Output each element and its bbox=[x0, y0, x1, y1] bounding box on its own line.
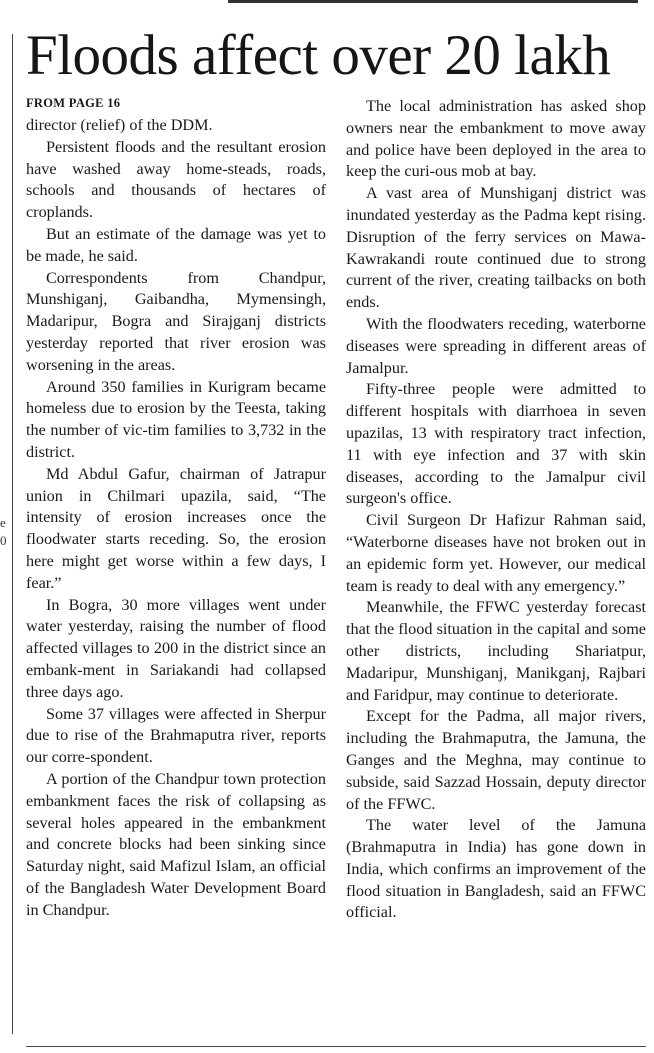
paragraph: Fifty-three people were admitted to different hospitals with diarrhoea in seven upazilas, 13 with respiratory tract infection, 11 with eye infection and 37 with skin diseases, according to the Jamalpur civil surgeon's office. bbox=[346, 380, 646, 508]
paragraph: A vast area of Munshiganj district was inundated yesterday as the Padma kept rising. Disruption of the ferry services on Mawa-Kawrakandi route continued due to strong current of the river, creating tailbacks on both ends. bbox=[346, 184, 646, 312]
paragraph: In Bogra, 30 more villages went under water yesterday, raising the number of flood affected villages to 200 in the district since an embank-ment in Sariakandi had collapsed three days ago. bbox=[26, 595, 326, 701]
headline: Floods affect over 20 lakh bbox=[26, 24, 611, 87]
left-column-rule bbox=[12, 34, 13, 1034]
paragraph: A portion of the Chandpur town protection embankment faces the risk of collapsing as several holes appeared in the embankment and concrete blocks had been sinking since Saturday night, said Mafizul Islam, an official of the Bangladesh Water Development Board in Chandpur. bbox=[26, 769, 326, 919]
article-column-right bbox=[346, 96, 646, 924]
paragraph: director (relief) of the DDM. bbox=[26, 116, 213, 134]
paragraph: But an estimate of the damage was yet to be made, he said. bbox=[26, 224, 326, 265]
paragraph: The local administration has asked shop owners near the embankment to move away and police have been deployed in the area to keep the curi-ous mob at bay. bbox=[346, 97, 646, 181]
margin-fragment: e bbox=[0, 515, 6, 530]
paragraph: The water level of the Jamuna (Brahmaputra in India) has gone down in India, which confirms an improvement of the flood situation in Bangladesh, said an FFWC official. bbox=[346, 816, 646, 922]
paragraph: Persistent floods and the resultant erosion have washed away home-steads, roads, schools and thousands of hectares of croplands. bbox=[26, 137, 326, 222]
paragraph: Meanwhile, the FFWC yesterday forecast that the flood situation in the capital and some other districts, including Shariatpur, Madaripur, Munshiganj, Manikganj, Rajbari and Faridpur, may continue to deteriorate. bbox=[346, 598, 646, 704]
bottom-rule bbox=[26, 1046, 646, 1047]
margin-fragment: 0 bbox=[0, 533, 7, 548]
paragraph: Md Abdul Gafur, chairman of Jatrapur union in Chilmari upazila, said, “The intensity of erosion increases once the floodwater starts receding. So, the erosion here might get worse within a few days, I fear.” bbox=[26, 464, 326, 592]
continuation-label: FROM PAGE 16 bbox=[26, 96, 121, 110]
top-rule bbox=[228, 0, 638, 3]
paragraph: Civil Surgeon Dr Hafizur Rahman said, “Waterborne diseases have not broken out in an epidemic form yet. However, our medical team is ready to deal with any emergency.” bbox=[346, 511, 646, 595]
paragraph: Correspondents from Chandpur, Munshiganj, Gaibandha, Mymensingh, Madaripur, Bogra and Sirajganj districts yesterday reported that river erosion was worsening in the areas. bbox=[26, 268, 326, 374]
paragraph: With the floodwaters receding, waterborne diseases were spreading in different areas of Jamalpur. bbox=[346, 314, 646, 377]
paragraph: Around 350 families in Kurigram became homeless due to erosion by the Teesta, taking the number of vic-tim families to 3,732 in the district. bbox=[26, 377, 326, 461]
paragraph: Some 37 villages were affected in Sherpur due to rise of the Brahmaputra river, reports our corre-spondent. bbox=[26, 704, 326, 767]
article-column-left bbox=[26, 94, 326, 921]
paragraph: Except for the Padma, all major rivers, including the Brahmaputra, the Jamuna, the Ganges and the Meghna, may continue to subside, said Sazzad Hossain, deputy director of the FFWC. bbox=[346, 707, 646, 813]
